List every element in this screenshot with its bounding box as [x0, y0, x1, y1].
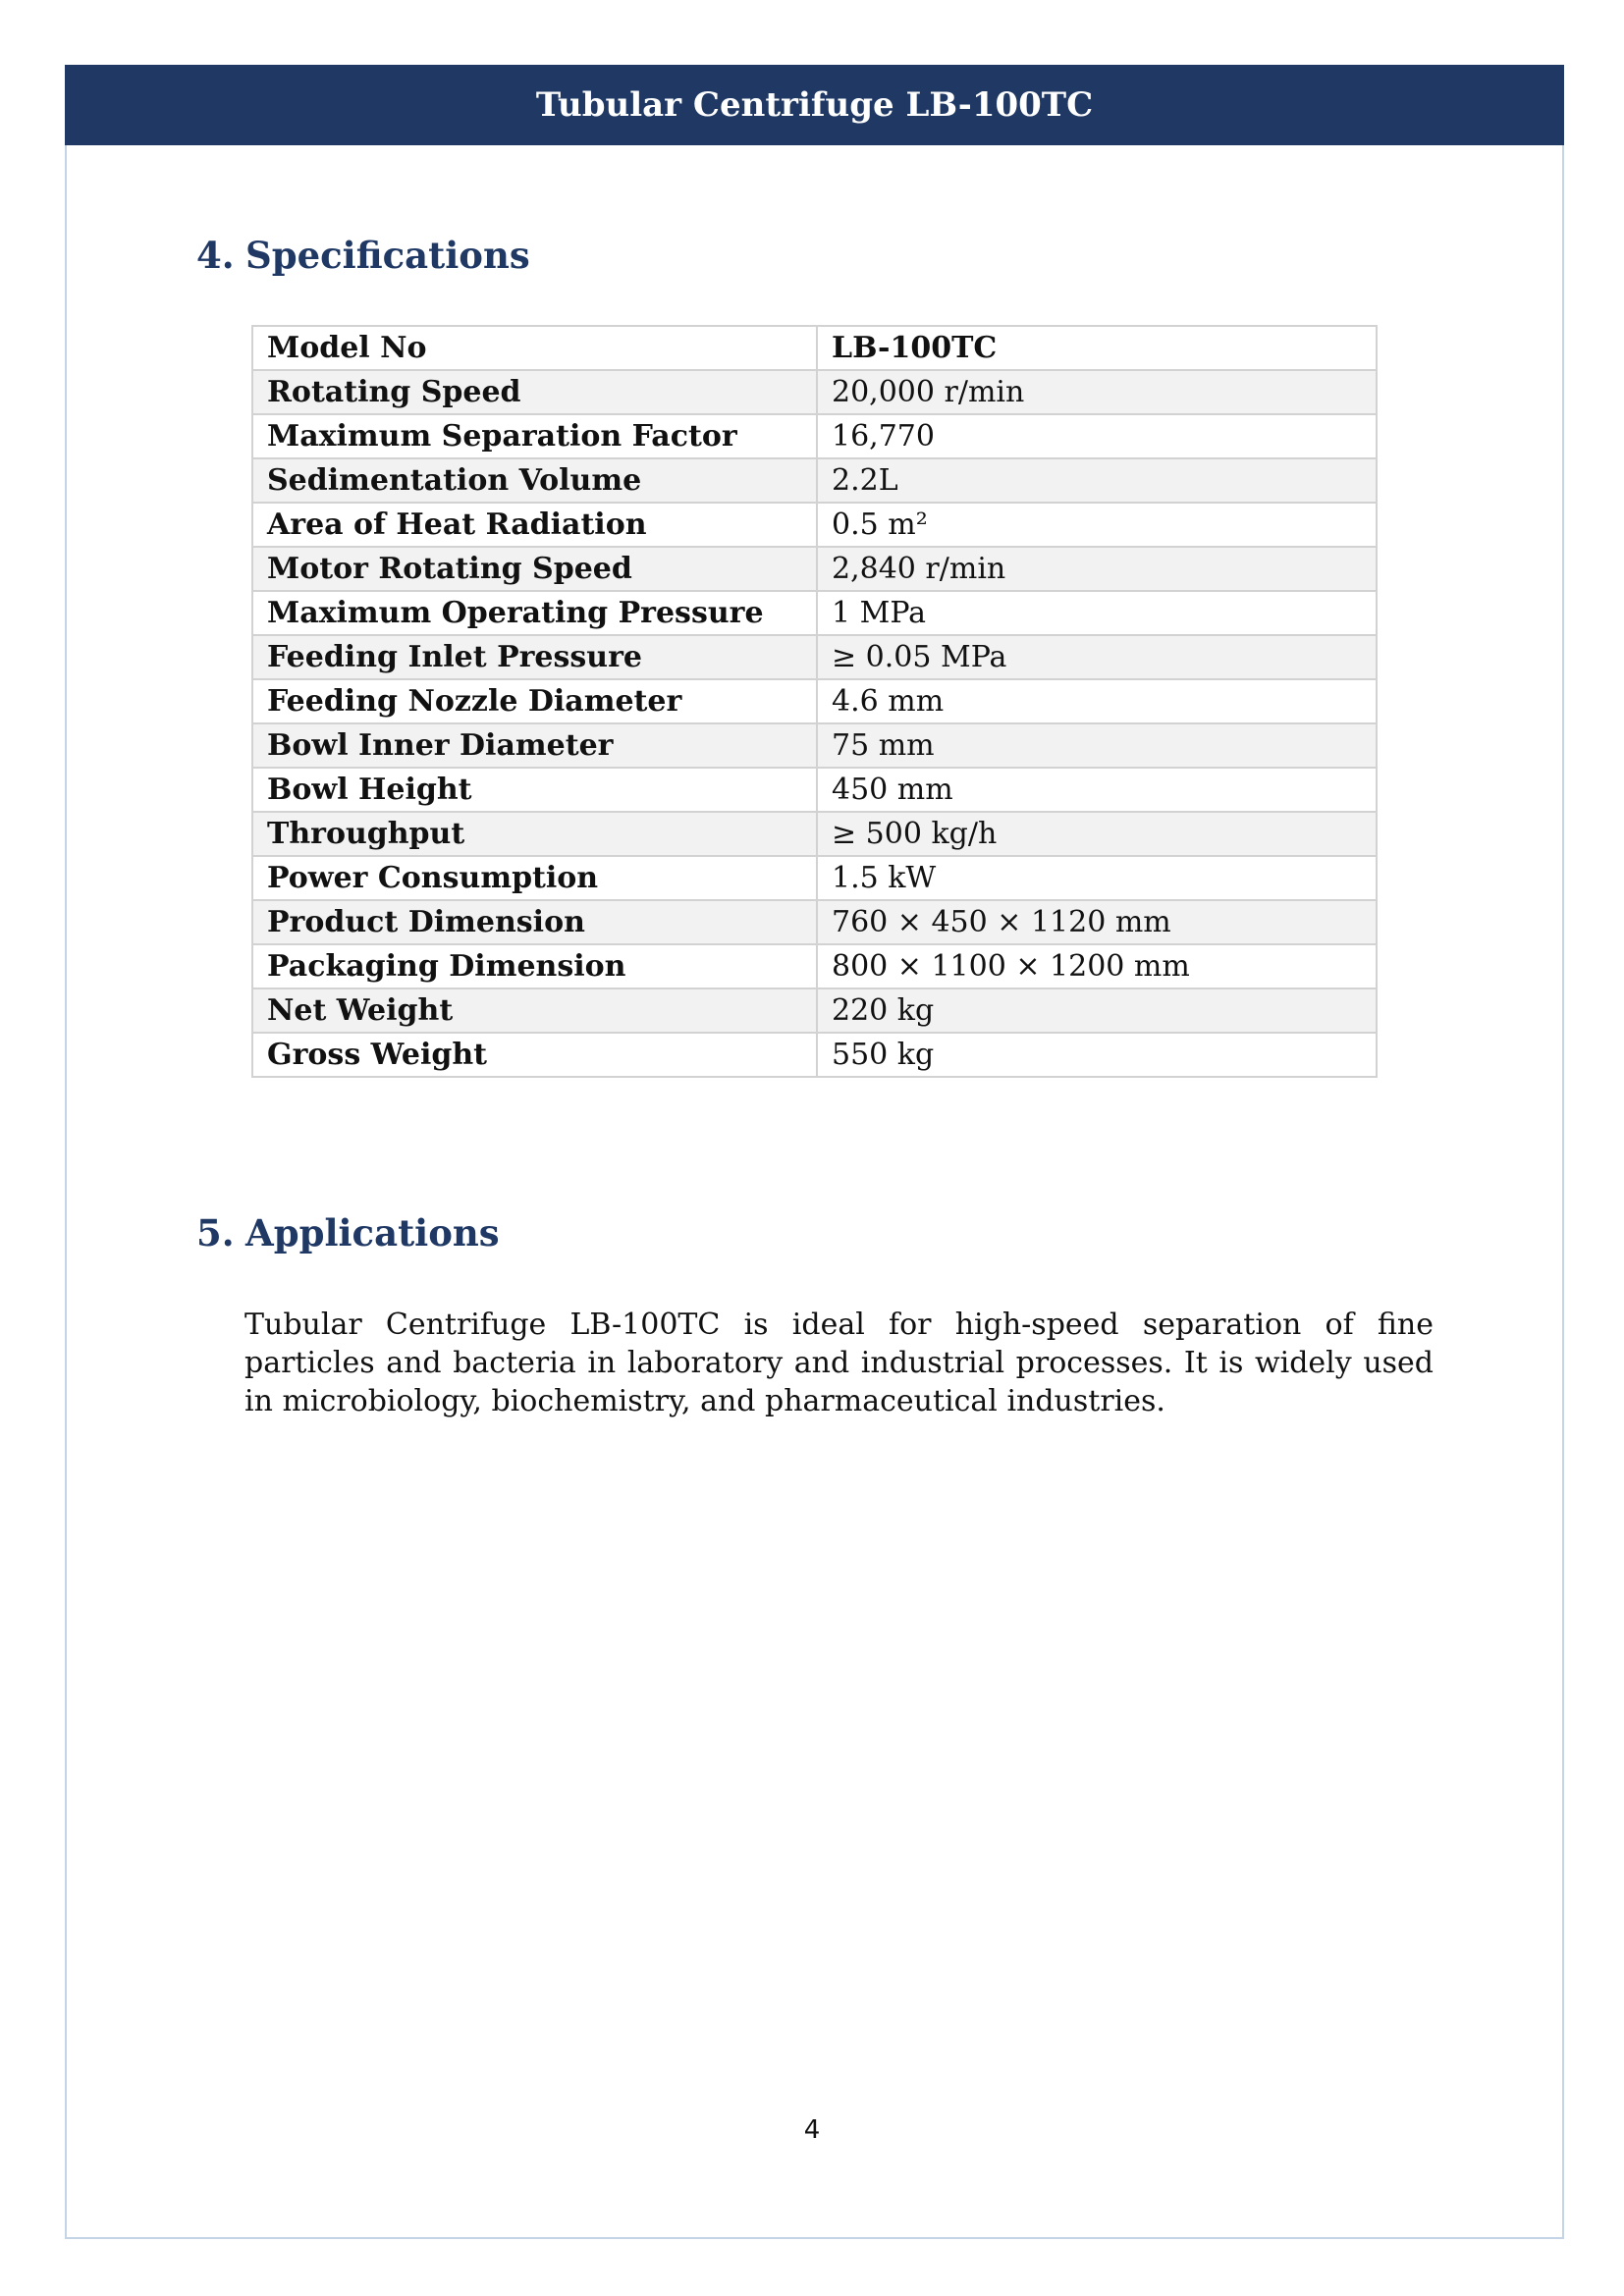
spec-label: Maximum Separation Factor — [252, 414, 817, 458]
spec-label: Maximum Operating Pressure — [252, 591, 817, 635]
table-row — [252, 591, 1377, 635]
spec-label: Gross Weight — [252, 1033, 817, 1077]
spec-value: 1.5 kW — [817, 856, 1377, 900]
table-row — [252, 326, 1377, 370]
table-row — [252, 944, 1377, 988]
spec-value: 2.2L — [817, 458, 1377, 503]
spec-value: 4.6 mm — [817, 679, 1377, 723]
table-row — [252, 370, 1377, 414]
spec-value: 760 × 450 × 1120 mm — [817, 900, 1377, 944]
specifications-section-number: 4. — [196, 234, 235, 277]
spec-label: Feeding Inlet Pressure — [252, 635, 817, 679]
spec-value: 450 mm — [817, 768, 1377, 812]
table-row — [252, 503, 1377, 547]
applications-section-number: 5. — [196, 1211, 235, 1255]
spec-label: Rotating Speed — [252, 370, 817, 414]
spec-value: 1 MPa — [817, 591, 1377, 635]
applications-paragraph: Tubular Centrifuge LB-100TC is ideal for high-speed separation of fine particles and bacteria in laboratory and industrial processes. It is widely used in microbiology, biochemistry, and pharmaceutical industries. — [244, 1308, 1434, 1418]
spec-value: 75 mm — [817, 723, 1377, 768]
specifications-table — [251, 325, 1378, 1078]
spec-label: Product Dimension — [252, 900, 817, 944]
applications-heading — [196, 1211, 500, 1255]
spec-value: 800 × 1100 × 1200 mm — [817, 944, 1377, 988]
table-row — [252, 768, 1377, 812]
applications-section-title: Applications — [245, 1211, 500, 1255]
spec-value: LB-100TC — [817, 326, 1377, 370]
specifications-section-title: Specifications — [245, 234, 530, 277]
table-row — [252, 900, 1377, 944]
spec-value: ≥ 500 kg/h — [817, 812, 1377, 856]
spec-label: Bowl Inner Diameter — [252, 723, 817, 768]
spec-value: 220 kg — [817, 988, 1377, 1033]
table-row — [252, 679, 1377, 723]
spec-value: ≥ 0.05 MPa — [817, 635, 1377, 679]
spec-label: Feeding Nozzle Diameter — [252, 679, 817, 723]
spec-label: Motor Rotating Speed — [252, 547, 817, 591]
spec-value: 550 kg — [817, 1033, 1377, 1077]
table-row — [252, 635, 1377, 679]
table-row — [252, 1033, 1377, 1077]
spec-value: 0.5 m² — [817, 503, 1377, 547]
spec-value: 16,770 — [817, 414, 1377, 458]
table-row — [252, 988, 1377, 1033]
document-title: Tubular Centrifuge LB-100TC — [535, 85, 1094, 125]
specifications-heading — [196, 234, 530, 277]
table-row — [252, 414, 1377, 458]
spec-label: Net Weight — [252, 988, 817, 1033]
header-bar — [65, 65, 1564, 145]
spec-value: 20,000 r/min — [817, 370, 1377, 414]
spec-label: Sedimentation Volume — [252, 458, 817, 503]
table-row — [252, 812, 1377, 856]
spec-label: Model No — [252, 326, 817, 370]
page-number: 4 — [803, 2115, 821, 2145]
spec-label: Throughput — [252, 812, 817, 856]
specifications-table-body — [252, 326, 1377, 1077]
table-row — [252, 723, 1377, 768]
spec-label: Power Consumption — [252, 856, 817, 900]
spec-label: Area of Heat Radiation — [252, 503, 817, 547]
table-row — [252, 547, 1377, 591]
spec-label: Bowl Height — [252, 768, 817, 812]
spec-label: Packaging Dimension — [252, 944, 817, 988]
spec-value: 2,840 r/min — [817, 547, 1377, 591]
table-row — [252, 458, 1377, 503]
table-row — [252, 856, 1377, 900]
